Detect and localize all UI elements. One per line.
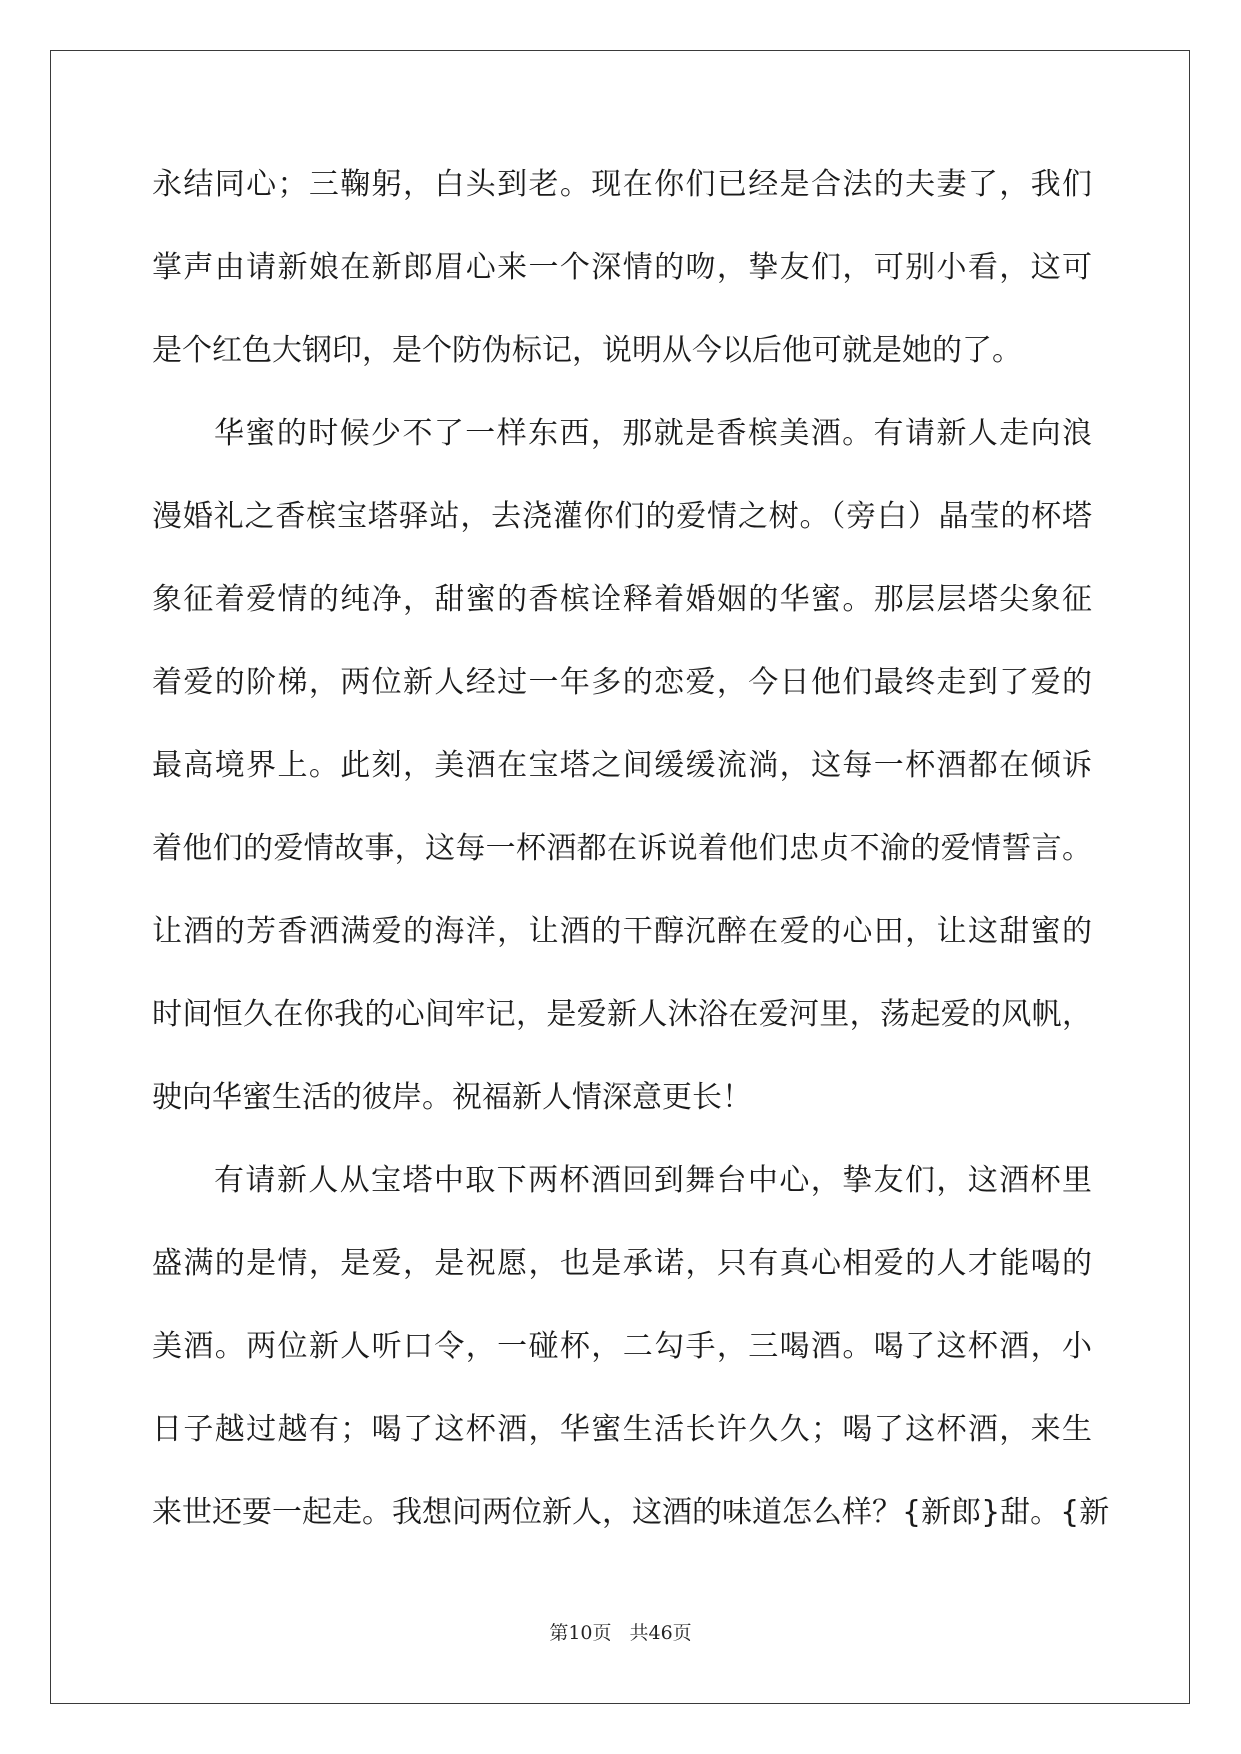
text-line: 让酒的芳香洒满爱的海洋，让酒的干醇沉醉在爱的心田，让这甜蜜的 (152, 914, 1092, 949)
text-line: 掌声由请新娘在新郎眉心来一个深情的吻，挚友们，可别小看，这可 (152, 250, 1092, 285)
text-line: 美酒。两位新人听口令，一碰杯，二勾手，三喝酒。喝了这杯酒，小 (152, 1329, 1092, 1364)
text-line: 有请新人从宝塔中取下两杯酒回到舞台中心，挚友们，这酒杯里 (214, 1163, 1092, 1198)
page-total: 共46页 (629, 1622, 692, 1644)
page-number: 第10页 (549, 1622, 612, 1644)
text-line: 是个红色大钢印，是个防伪标记，说明从今以后他可就是她的了。 (152, 333, 1022, 368)
document-body (152, 163, 1110, 1574)
text-line: 时间恒久在你我的心间牢记，是爱新人沐浴在爱河里，荡起爱的风帆， (152, 997, 1092, 1032)
text-line: 盛满的是情，是爱，是祝愿，也是承诺，只有真心相爱的人才能喝的 (152, 1246, 1092, 1281)
text-line: 象征着爱情的纯净，甜蜜的香槟诠释着婚姻的华蜜。那层层塔尖象征 (152, 582, 1092, 617)
text-line: 日子越过越有；喝了这杯酒，华蜜生活长许久久；喝了这杯酒，来生 (152, 1412, 1092, 1447)
page-footer (0, 1618, 1241, 1645)
text-line: 着他们的爱情故事，这每一杯酒都在诉说着他们忠贞不渝的爱情誓言。 (152, 831, 1092, 866)
text-line: 最高境界上。此刻，美酒在宝塔之间缓缓流淌，这每一杯酒都在倾诉 (152, 748, 1092, 783)
text-line: 永结同心；三鞠躬，白头到老。现在你们已经是合法的夫妻了，我们 (152, 167, 1092, 202)
text-line: 着爱的阶梯，两位新人经过一年多的恋爱，今日他们最终走到了爱的 (152, 665, 1092, 700)
text-line: 漫婚礼之香槟宝塔驿站，去浇灌你们的爱情之树。（旁白）晶莹的杯塔 (152, 499, 1092, 534)
text-line: 华蜜的时候少不了一样东西，那就是香槟美酒。有请新人走向浪 (214, 416, 1092, 451)
text-line: 来世还要一起走。我想问两位新人，这酒的味道怎么样？{新郎}甜。{新 (152, 1495, 1110, 1530)
text-line: 驶向华蜜生活的彼岸。祝福新人情深意更长！ (152, 1080, 752, 1115)
